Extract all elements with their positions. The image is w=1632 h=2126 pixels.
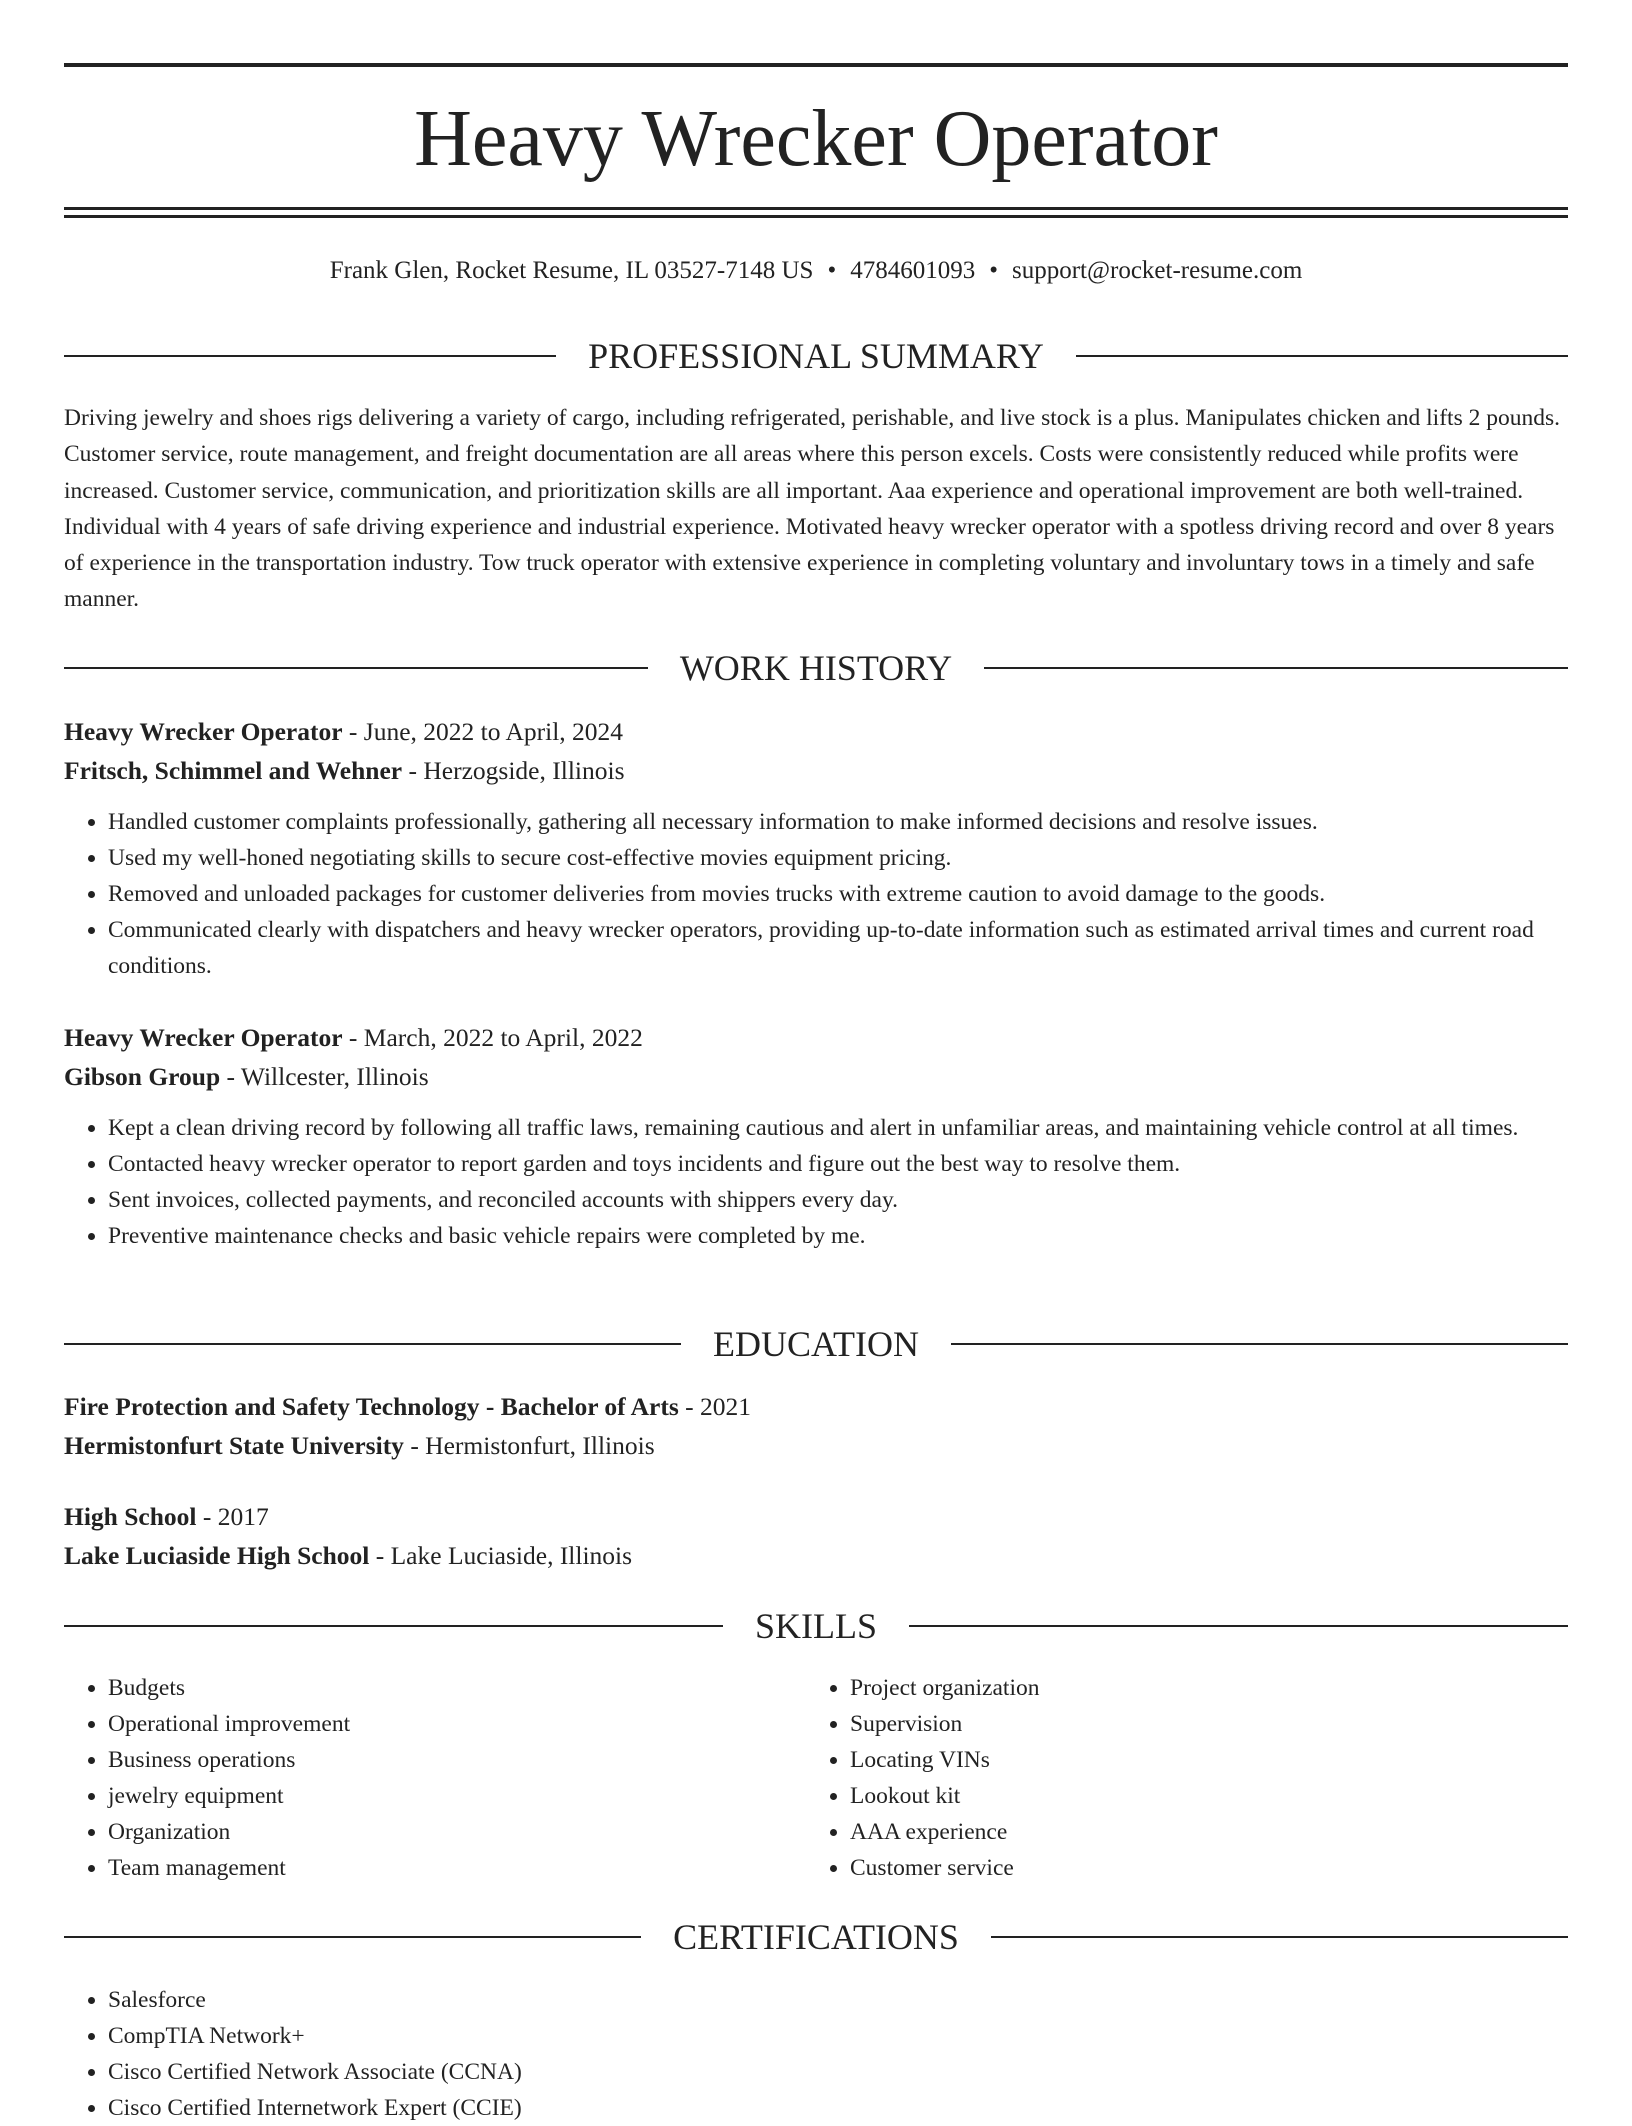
contact-separator: • — [989, 257, 998, 284]
heading-rule — [64, 667, 648, 669]
contact-separator: • — [827, 257, 837, 284]
heading-rule — [984, 667, 1568, 669]
job-entry — [64, 1019, 1568, 1254]
education-entry — [64, 1498, 1568, 1575]
job-company-line — [64, 1058, 1568, 1097]
list-item: • Preventive maintenance checks and basic vehicle repairs were completed by me. — [108, 1218, 1568, 1254]
contact-address: Frank Glen, Rocket Resume, IL 03527-7148 US — [329, 257, 814, 284]
job-location: - Willcester, Illinois — [220, 1061, 429, 1091]
certifications-list — [64, 1982, 1612, 2126]
section-heading-label: CERTIFICATIONS — [673, 1917, 959, 1957]
section-heading-certifications — [64, 1915, 1568, 1959]
education-degree: Fire Protection and Safety Technology - Bachelor of Arts — [64, 1392, 679, 1421]
heading-rule — [909, 1625, 1568, 1627]
job-company: Gibson Group — [64, 1061, 221, 1091]
skills-list — [64, 1670, 1568, 1886]
education-school-line — [64, 1427, 1568, 1466]
job-title: Heavy Wrecker Operator — [64, 1023, 343, 1052]
education-degree-line — [64, 1388, 1568, 1427]
section-heading-label: SKILLS — [755, 1606, 878, 1646]
contact-line — [64, 255, 1568, 287]
list-item: • jewelry equipment — [108, 1778, 806, 1814]
summary-text: Driving jewelry and shoes rigs delivering a variety of cargo, including refrigerated, perishable, and live stock is a plus. Manipulates chicken and lifts 2 pounds. Customer service, route management, and freight documentation are all areas where this person excels. Costs were consistently reduced while profits were increased. Customer service, communication, and prioritization skills are all important. Aaa experience and operational improvement are both well-trained. Individual with 4 years of safe driving experience and industrial experience. Motivated heavy wrecker operator with a spotless driving record and over 8 years of experience in the transportation industry. Tow truck operator with extensive experience in completing voluntary and involuntary tows in a timely and safe manner. — [64, 405, 1560, 613]
list-item: • Removed and unloaded packages for customer deliveries from movies trucks with extreme caution to avoid damage to the goods. — [108, 876, 1568, 912]
education-year: - 2017 — [196, 1502, 269, 1531]
list-item: • Sent invoices, collected payments, and reconciled accounts with shippers every day. — [108, 1182, 1568, 1218]
list-item: • Organization — [108, 1814, 806, 1850]
list-item: • Project organization — [850, 1670, 1548, 1706]
list-item: • Locating VINs — [850, 1742, 1548, 1778]
list-item: • Salesforce — [108, 1982, 1612, 2018]
heading-rule — [64, 1343, 681, 1345]
education-entry — [64, 1388, 1568, 1465]
heading-rule — [64, 1625, 723, 1627]
page-title: Heavy Wrecker Operator — [414, 95, 1218, 183]
list-item: • Lookout kit — [850, 1778, 1548, 1814]
heading-rule — [951, 1343, 1568, 1345]
section-heading-skills — [64, 1604, 1568, 1648]
section-heading-label: EDUCATION — [713, 1324, 919, 1364]
job-dates: - March, 2022 to April, 2022 — [342, 1023, 643, 1052]
list-item: • Supervision — [850, 1706, 1548, 1742]
list-item: • AAA experience — [850, 1814, 1548, 1850]
job-bullets — [64, 1110, 1568, 1254]
list-item: • Budgets — [108, 1670, 806, 1706]
job-title-line — [64, 713, 1568, 752]
header-double-rule — [64, 207, 1568, 218]
contact-email: support@rocket-resume.com — [1011, 257, 1303, 284]
section-heading-work — [64, 646, 1568, 690]
list-item: • Contacted heavy wrecker operator to report garden and toys incidents and figure out the best way to resolve them. — [108, 1146, 1568, 1182]
job-location: - Herzogside, Illinois — [402, 755, 625, 785]
education-school-line — [64, 1537, 1568, 1576]
section-heading-label: WORK HISTORY — [679, 648, 953, 688]
education-location: - Lake Luciaside, Illinois — [369, 1540, 633, 1570]
section-heading-summary — [64, 334, 1568, 378]
section-heading-label: PROFESSIONAL SUMMARY — [588, 336, 1044, 376]
list-item: • Kept a clean driving record by following all traffic laws, remaining cautious and alert in unfamiliar areas, and maintaining vehicle control at all times. — [108, 1110, 1568, 1146]
education-degree-line — [64, 1498, 1568, 1537]
list-item: • Business operations — [108, 1742, 806, 1778]
list-item: • Cisco Certified Network Associate (CCNA) — [108, 2054, 1612, 2090]
job-company: Fritsch, Schimmel and Wehner — [64, 755, 403, 785]
contact-phone: 4784601093 — [850, 257, 976, 284]
education-school: Hermistonfurt State University — [64, 1430, 404, 1460]
skills-column-left — [64, 1670, 806, 1886]
list-item: • Operational improvement — [108, 1706, 806, 1742]
list-item: • Customer service — [850, 1850, 1548, 1886]
education-location: - Hermistonfurt, Illinois — [403, 1430, 655, 1460]
job-title-line — [64, 1019, 1568, 1058]
job-entry — [64, 713, 1568, 984]
list-item: • Handled customer complaints professionally, gathering all necessary information to make informed decisions and resolve issues. — [108, 804, 1568, 840]
job-title: Heavy Wrecker Operator — [64, 717, 343, 746]
job-dates: - June, 2022 to April, 2024 — [342, 717, 624, 746]
heading-rule — [64, 355, 556, 357]
list-item: • Team management — [108, 1850, 806, 1886]
education-school: Lake Luciaside High School — [64, 1540, 370, 1570]
job-bullets — [64, 804, 1568, 984]
job-company-line — [64, 752, 1568, 791]
skills-column-right — [806, 1670, 1548, 1886]
list-item: • Communicated clearly with dispatchers and heavy wrecker operators, providing up-to-date information such as estimated arrival times and current road conditions. — [108, 912, 1568, 984]
header-top-rule — [64, 63, 1568, 67]
heading-rule — [991, 1936, 1568, 1938]
section-heading-education — [64, 1322, 1568, 1366]
education-year: - 2021 — [678, 1392, 752, 1421]
list-item: • Cisco Certified Internetwork Expert (CCIE) — [108, 2090, 1612, 2126]
heading-rule — [1076, 355, 1568, 357]
education-degree: High School — [64, 1502, 197, 1531]
list-item: • CompTIA Network+ — [108, 2018, 1612, 2054]
list-item: • Used my well-honed negotiating skills to secure cost-effective movies equipment pricing. — [108, 840, 1568, 876]
heading-rule — [64, 1936, 641, 1938]
